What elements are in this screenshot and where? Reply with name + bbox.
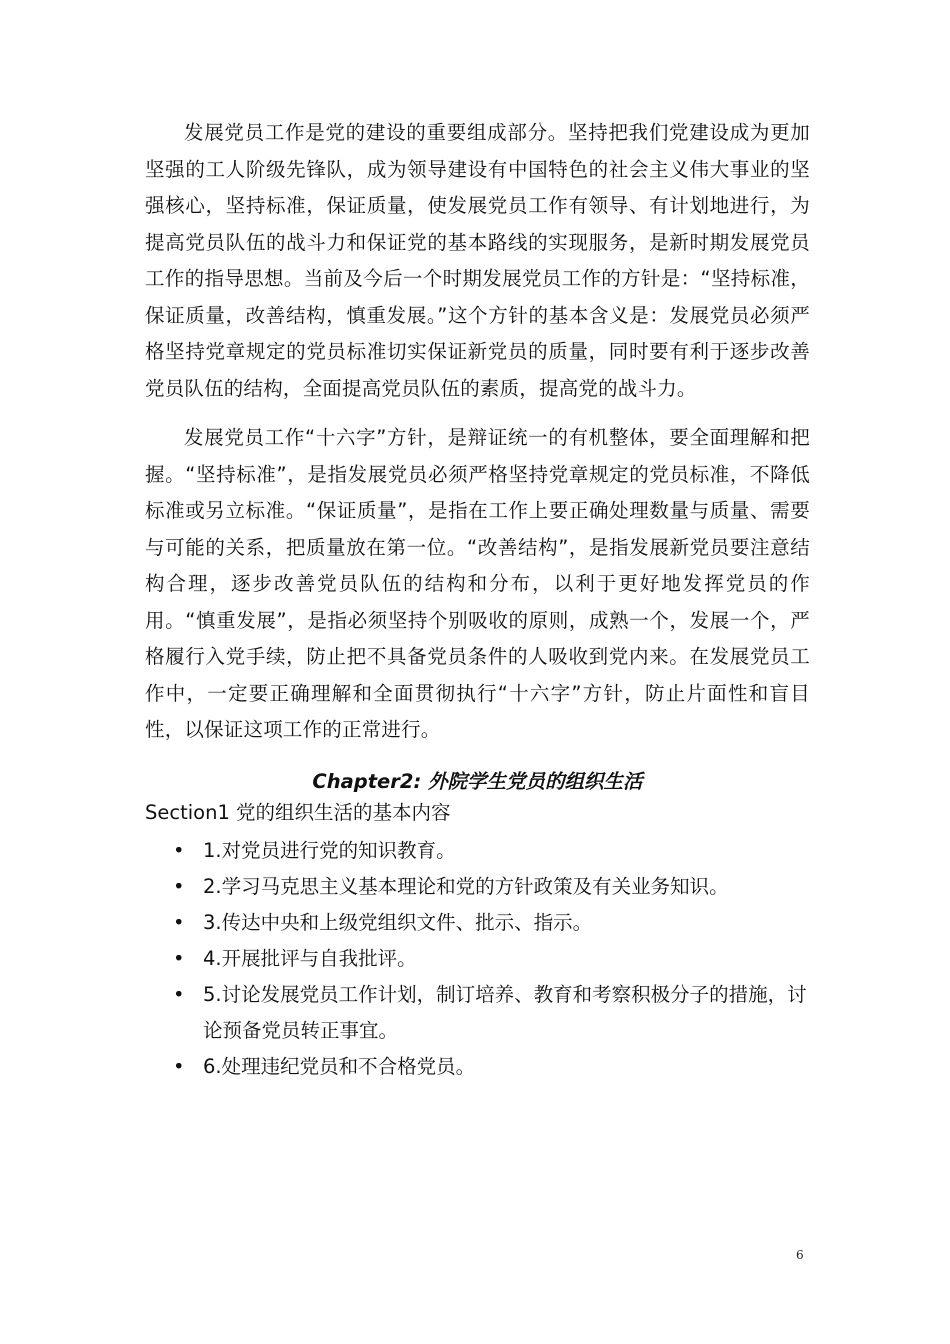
list-item — [145, 977, 810, 1049]
list-item-text: 3.传达中央和上级党组织文件、批示、指示。 — [203, 910, 593, 934]
list-item — [145, 869, 810, 905]
paragraph-sixteen-character-policy: 发展党员工作“十六字”方针，是辩证统一的有机整体，要全面理解和把握。“坚持标准”，是指发展党员必须严格坚持党章规定的党员标准，不降低标准或另立标准。“保证质量”，是指在工作上要正确处理数量与质量、需要与可能的关系，把质量放在第一位。“改善结构”，是指发展新党员要注意结构合理，逐步改善党员队伍的结构和分布，以利于更好地发挥党员的作用。“慎重发展”，是指必须坚持个别吸收的原则，成熟一个，发展一个，严格履行入党手续，防止把不具备党员条件的人吸收到党内来。在发展党员工作中，一定要正确理解和全面贯彻执行“十六字”方针，防止片面性和盲目性，以保证这项工作的正常进行。 — [145, 426, 810, 741]
list-item-text: 5.讨论发展党员工作计划，制订培养、教育和考察积极分子的措施，讨论预备党员转正事宜。 — [203, 982, 807, 1042]
list-item-text: 1.对党员进行党的知识教育。 — [203, 838, 456, 862]
section-title: Section1 党的组织生活的基本内容 — [145, 800, 451, 824]
page-number: 6 — [796, 1248, 804, 1262]
bullet-icon: • — [173, 946, 185, 970]
list-item-text: 2.学习马克思主义基本理论和党的方针政策及有关业务知识。 — [203, 874, 729, 898]
document-page — [145, 115, 810, 1085]
bullet-icon: • — [173, 874, 185, 898]
bullet-icon: • — [173, 838, 185, 862]
list-item — [145, 1049, 810, 1085]
chapter-title: Chapter2: 外院学生党员的组织生活 — [312, 769, 643, 793]
bullet-icon: • — [173, 910, 185, 934]
list-item — [145, 905, 810, 941]
list-item — [145, 941, 810, 977]
bullet-icon: • — [173, 1054, 185, 1078]
organizational-life-list — [145, 833, 810, 1085]
list-item-text: 4.开展批评与自我批评。 — [203, 946, 417, 970]
list-item — [145, 833, 810, 869]
bullet-icon: • — [173, 982, 185, 1006]
list-item-text: 6.处理违纪党员和不合格党员。 — [203, 1054, 476, 1078]
paragraph-guiding-thought: 发展党员工作是党的建设的重要组成部分。坚持把我们党建设成为更加坚强的工人阶级先锋队，成为领导建设有中国特色的社会主义伟大事业的坚强核心，坚持标准，保证质量，使发展党员工作有领导、有计划地进行，为提高党员队伍的战斗力和保证党的基本路线的实现服务，是新时期发展党员工作的指导思想。当前及今后一个时期发展党员工作的方针是：“坚持标准，保证质量，改善结构，慎重发展。”这个方针的基本含义是：发展党员必须严格坚持党章规定的党员标准切实保证新党员的质量，同时要有利于逐步改善党员队伍的结构，全面提高党员队伍的素质，提高党的战斗力。 — [145, 121, 810, 400]
